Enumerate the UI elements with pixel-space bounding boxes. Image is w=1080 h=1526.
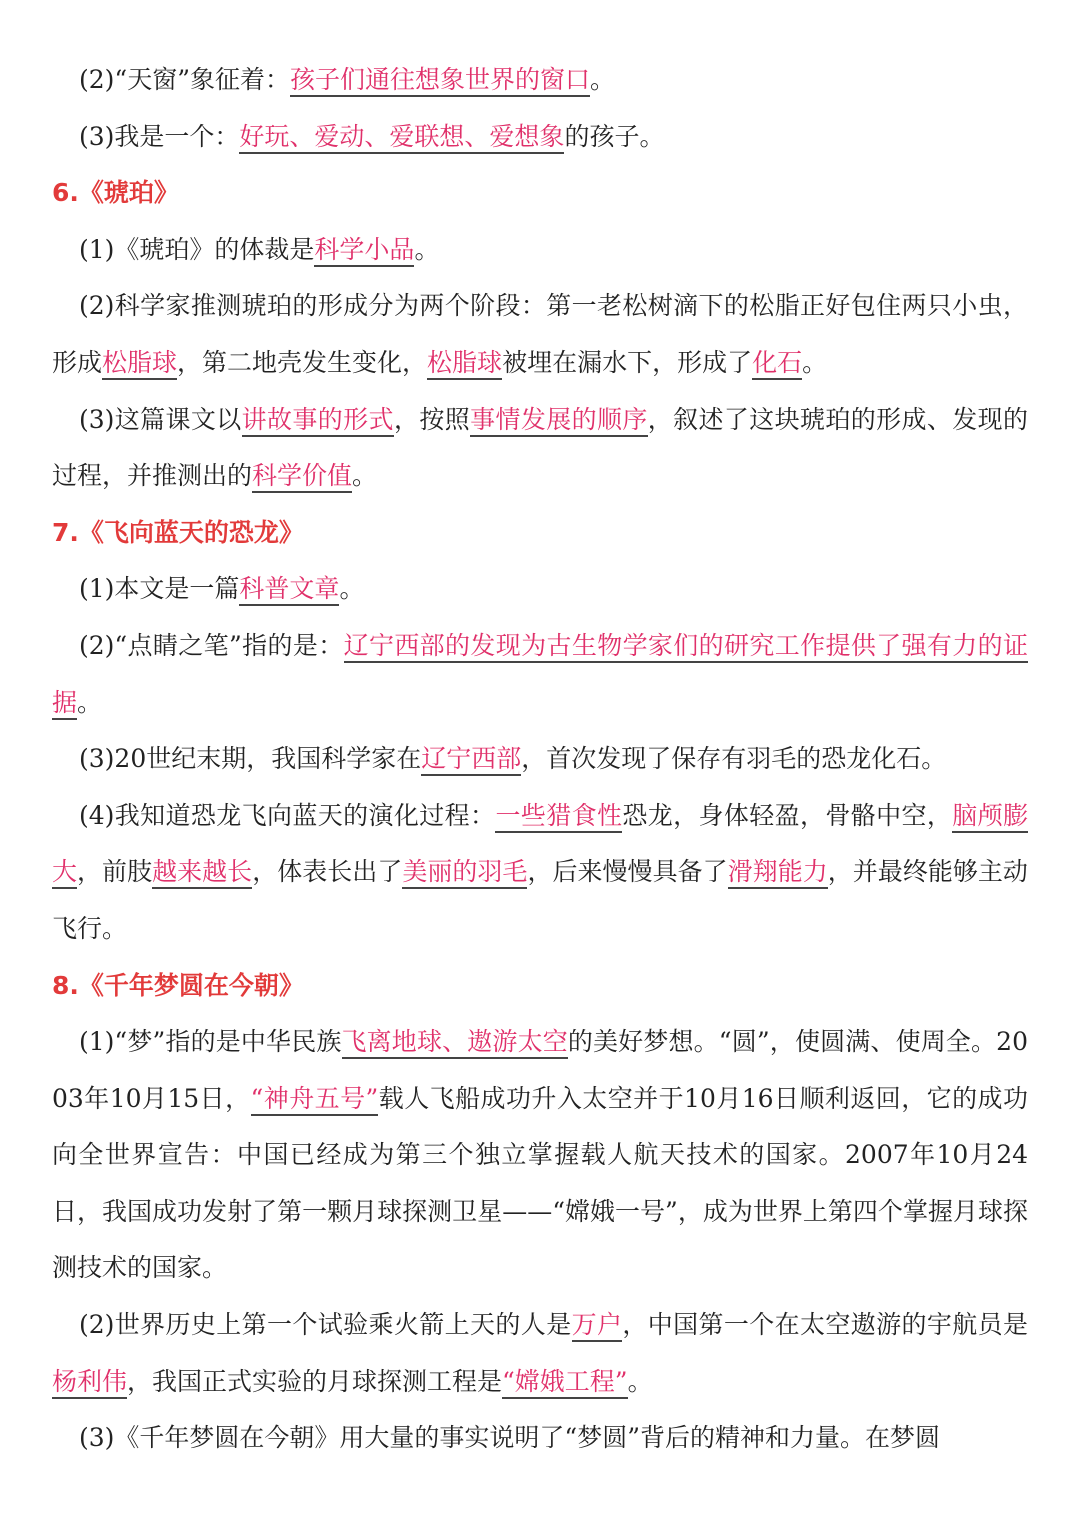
answer-text: 辽宁西部 — [421, 744, 521, 776]
answer-text: 科学小品 — [314, 235, 414, 267]
item-text: (3)《千年梦圆在今朝》用大量的事实说明了“梦圆”背后的精神和力量。在梦圆 — [79, 1423, 940, 1453]
item-text: 。 — [339, 574, 365, 604]
question-item — [52, 561, 1028, 618]
item-text: 的孩子。 — [564, 121, 665, 151]
item-text: 。 — [352, 461, 378, 491]
item-text: (1)“梦”指的是中华民族 — [79, 1027, 342, 1057]
item-text: (3)这篇课文以 — [79, 404, 242, 434]
answer-text: 松脂球 — [427, 348, 502, 380]
answer-text: 科普文章 — [239, 574, 339, 606]
item-text: 。 — [77, 687, 103, 717]
item-text: ，前肢 — [77, 857, 153, 887]
item-text: ，中国第一个在太空遨游的宇航员是 — [622, 1310, 1028, 1340]
section-heading: 7.《飞向蓝天的恐龙》 — [52, 517, 304, 547]
item-text: ，首次发现了保存有羽毛的恐龙化石。 — [521, 744, 947, 774]
question-item — [52, 392, 1028, 505]
question-item — [52, 278, 1028, 391]
item-text: ，我国正式实验的月球探测工程是 — [127, 1366, 503, 1396]
item-text: (2)“天窗”象征着： — [79, 65, 290, 94]
item-text: (4)我知道恐龙飞向蓝天的演化过程： — [79, 800, 496, 830]
item-text: (2)世界历史上第一个试验乘火箭上天的人是 — [79, 1310, 572, 1340]
item-text: ，并最终能够主动飞行。 — [52, 857, 1028, 943]
answer-text: 一些猎食性 — [495, 801, 622, 833]
question-item — [52, 52, 1028, 109]
item-text: 载人飞船成功升入太空并于10月16日顺利返回，它的成功向全世界宣告：中国已经成为第三个独立掌握载人航天技术的国家。2007年10月24日，我国成功发射了第一颗月球探测卫星——“嫦娥一号”，成为世界上第四个掌握月球探测技术的国家。 — [52, 1083, 1028, 1283]
question-item — [52, 109, 1028, 166]
question-item — [52, 1410, 1028, 1467]
answer-text: 科学价值 — [252, 461, 352, 493]
question-item — [52, 731, 1028, 788]
item-text: (3)我是一个： — [79, 121, 240, 151]
answer-text: 好玩、爱动、爱联想、爱想象 — [239, 122, 564, 154]
item-text: ，第二地壳发生变化， — [177, 347, 428, 377]
item-text: 。 — [802, 347, 828, 377]
answer-text: 万户 — [572, 1310, 623, 1342]
item-text: (2)科学家推测琥珀的形成分为两个阶段：第一老松树滴下的松脂正好包住两只小虫，形成 — [52, 291, 1028, 377]
answer-text: 飞离地球、遨游太空 — [342, 1027, 568, 1059]
answer-text: “嫦娥工程” — [502, 1367, 628, 1399]
item-text: (2)“点睛之笔”指的是： — [79, 630, 344, 660]
item-text: 被埋在漏水下，形成了 — [502, 347, 753, 377]
item-text: (3)20世纪末期，我国科学家在 — [79, 744, 422, 774]
section-heading: 8.《千年梦圆在今朝》 — [52, 970, 304, 1000]
answer-text: 松脂球 — [102, 348, 177, 380]
question-item — [52, 1014, 1028, 1297]
answer-text: 美丽的羽毛 — [402, 857, 527, 889]
answer-text: 辽宁西部的发现为古生物学家们的研究工作提供了强有力的证据 — [52, 631, 1028, 720]
question-item — [52, 222, 1028, 279]
item-text: (1)《琥珀》的体裁是 — [79, 234, 315, 264]
section-heading: 6.《琥珀》 — [52, 178, 179, 208]
question-item — [52, 1297, 1028, 1410]
answer-text: 杨利伟 — [52, 1367, 127, 1399]
item-text: 。 — [590, 65, 616, 94]
answer-text: “神舟五号” — [251, 1084, 379, 1116]
answer-text: 孩子们通往想象世界的窗口 — [290, 65, 590, 97]
item-text: ，后来慢慢具备了 — [527, 857, 728, 887]
answer-text: 越来越长 — [152, 857, 252, 889]
answer-text: 化石 — [752, 348, 802, 380]
answer-text: 滑翔能力 — [728, 857, 828, 889]
item-text: ，叙述了这块琥珀的形成、发现的过程，并推测出的 — [52, 404, 1028, 491]
item-text: 恐龙，身体轻盈，骨骼中空， — [622, 800, 953, 830]
answer-text: 讲故事的形式 — [242, 405, 394, 437]
item-text: 。 — [627, 1366, 653, 1396]
item-text: 。 — [414, 234, 440, 264]
item-text: (1)本文是一篇 — [79, 574, 240, 604]
question-item — [52, 788, 1028, 958]
item-text: ，按照 — [393, 404, 471, 434]
item-text: 的美好梦想。“圆”，使圆满、使周全。2003年10月15日， — [52, 1027, 1028, 1113]
item-text: ，体表长出了 — [252, 857, 403, 887]
answer-text: 事情发展的顺序 — [470, 405, 648, 437]
question-item — [52, 618, 1028, 731]
answer-text: 脑颅膨大 — [52, 801, 1028, 890]
